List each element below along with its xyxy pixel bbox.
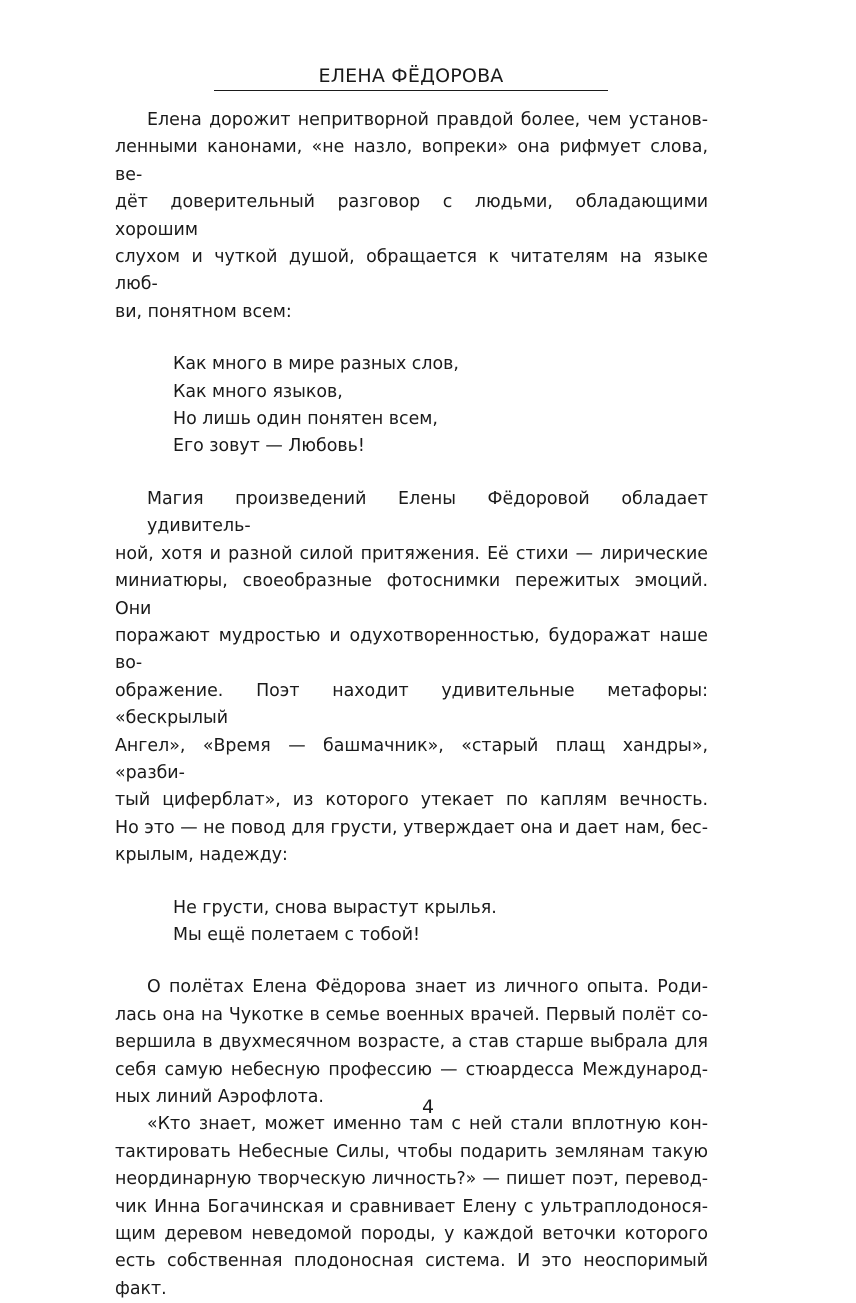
verse-line: Как много в мире разных слов, — [173, 354, 459, 375]
text-line: дёт доверительный разговор с людьми, обладающими хорошим — [115, 192, 708, 240]
text-line: Ангел», «Время — башмачник», «старый плащ хандры», «разби- — [115, 735, 708, 783]
text-line: «Кто знает, может именно там с ней стали вплотную кон- — [147, 1114, 708, 1135]
page-number: 4 — [421, 1096, 435, 1118]
text-line: лась она на Чукотке в семье военных врачей. Первый полёт со- — [115, 1004, 708, 1025]
text-line: ленными канонами, «не назло, вопреки» она рифмует слова, ве- — [115, 137, 708, 185]
text-line: О полётах Елена Фёдорова знает из личного опыта. Роди- — [147, 977, 708, 998]
paragraph-3 — [115, 974, 708, 1111]
text-line: поражают мудростью и одухотворенностью, будоражат наше во- — [115, 625, 708, 674]
text-line: ных линий Аэрофлота. — [115, 1087, 324, 1107]
text-line: себя самую небесную профессию — стюардесса Международ- — [115, 1059, 708, 1080]
text-line: Елена дорожит непритворной правдой более, чем установ- — [147, 110, 708, 130]
text-line: чик Инна Богачинская и сравнивает Елену с ультраплодонося- — [115, 1196, 708, 1217]
text-line: тактировать Небесные Силы, чтобы подарить землянам такую — [115, 1141, 708, 1162]
text-line: ви, понятном всем: — [115, 301, 292, 322]
text-line: тый циферблат», из которого утекает по каплям вечность. — [115, 790, 708, 811]
text-line: ображение. Поэт находит удивительные метафоры: «бескрылый — [115, 680, 708, 729]
running-head-rule — [214, 90, 608, 91]
running-head-title: ЕЛЕНА ФЁДОРОВА — [318, 65, 504, 87]
text-line: щим деревом неведомой породы, у каждой веточки которого — [115, 1224, 708, 1245]
verse-line: Как много языков, — [173, 381, 343, 402]
text-line: ной, хотя и разной силой притяжения. Её стихи — лирические — [115, 543, 708, 564]
text-line: миниатюры, своеобразные фотоснимки пережитых эмоций. Они — [115, 571, 708, 619]
verse-1 — [115, 351, 708, 461]
text-line: слухом и чуткой душой, обращается к читателям на языке люб- — [115, 247, 708, 295]
body-text — [115, 107, 708, 1303]
paragraph-4 — [115, 1111, 708, 1303]
verse-2 — [115, 895, 708, 950]
text-line: Магия произведений Елены Фёдоровой обладает удивитель- — [147, 488, 708, 537]
text-line: факт. — [115, 1278, 167, 1299]
text-line: Но это — не повод для грусти, утверждает она и дает нам, бес- — [115, 817, 708, 838]
verse-line: Но лишь один понятен всем, — [173, 409, 438, 430]
text-line: неординарную творческую личность?» — пишет поэт, перевод- — [115, 1169, 708, 1190]
text-line: есть собственная плодоносная система. И это неоспоримый — [115, 1251, 708, 1272]
text-line: вершила в двухмесячном возрасте, а став старше выбрала для — [115, 1032, 708, 1053]
verse-line: Не грусти, снова вырастут крылья. — [173, 897, 497, 918]
verse-line: Его зовут — Любовь! — [173, 436, 365, 457]
verse-line: Мы ещё полетаем с тобой! — [173, 924, 421, 945]
text-line: крылым, надежду: — [115, 845, 288, 866]
paragraph-2 — [115, 486, 708, 870]
paragraph-1 — [115, 107, 708, 326]
